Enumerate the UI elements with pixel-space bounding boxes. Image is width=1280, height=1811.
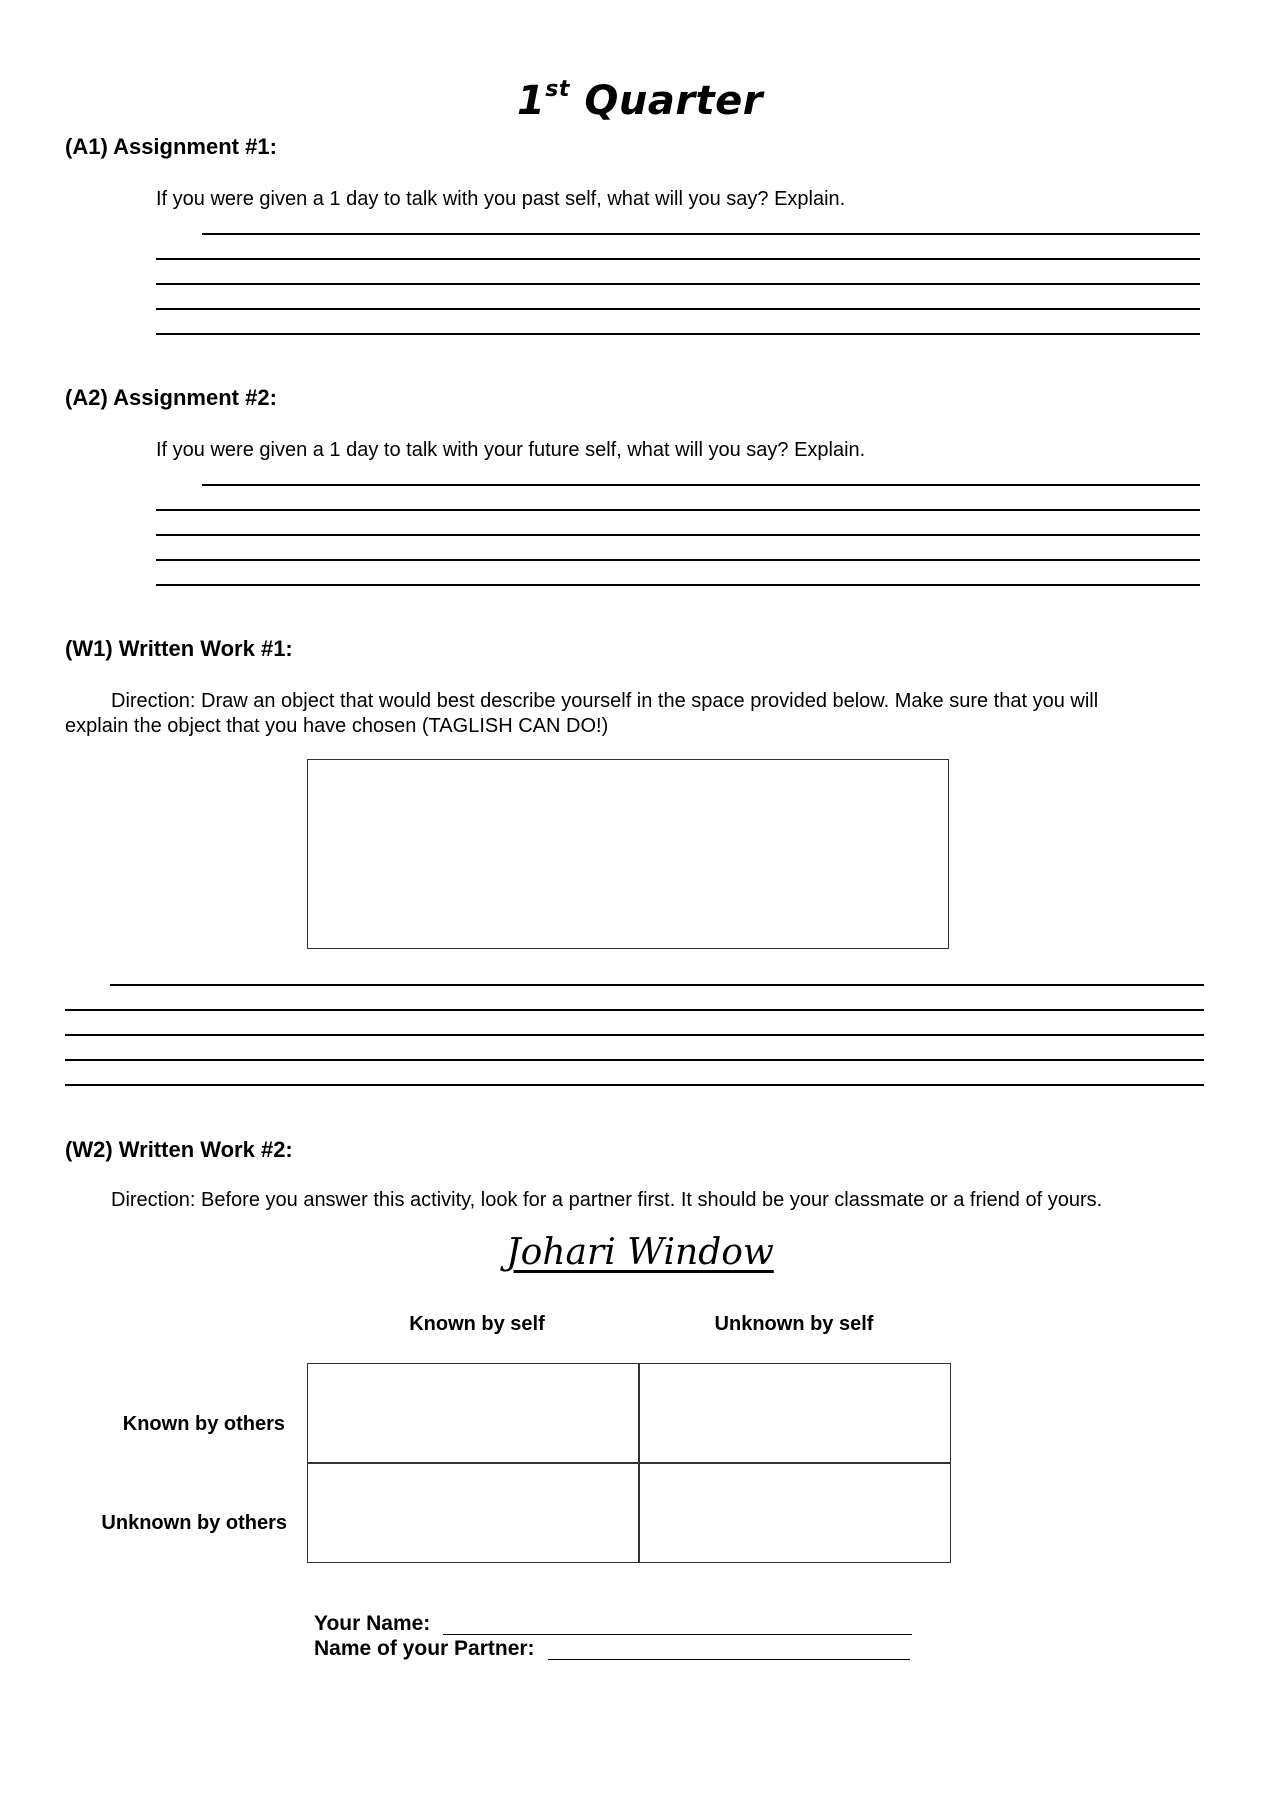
a2-answer-line-1[interactable] bbox=[202, 484, 1200, 486]
title-ordinal: 1 bbox=[516, 78, 546, 124]
a1-answer-line-2[interactable] bbox=[156, 258, 1200, 260]
a1-answer-line-3[interactable] bbox=[156, 283, 1200, 285]
a1-answer-line-1[interactable] bbox=[202, 233, 1200, 235]
partner-name-line[interactable] bbox=[548, 1659, 910, 1660]
a2-question: If you were given a 1 day to talk with your future self, what will you say? Explain. bbox=[156, 439, 866, 461]
row-known-by-others: Known by others bbox=[122, 1413, 285, 1435]
partner-name-label: Name of your Partner: bbox=[314, 1637, 535, 1660]
title-suffix: st bbox=[545, 76, 570, 102]
w2-heading: (W2) Written Work #2: bbox=[65, 1137, 293, 1162]
col-known-by-self: Known by self bbox=[409, 1313, 545, 1335]
w1-answer-line-3[interactable] bbox=[65, 1034, 1204, 1036]
a1-answer-line-4[interactable] bbox=[156, 308, 1200, 310]
page-title bbox=[0, 78, 1280, 124]
johari-cell-hidden[interactable] bbox=[307, 1462, 640, 1563]
a2-answer-line-2[interactable] bbox=[156, 509, 1200, 511]
w1-heading: (W1) Written Work #1: bbox=[65, 636, 293, 661]
w1-direction-line-2: explain the object that you have chosen (TAGLISH CAN DO!) bbox=[65, 715, 609, 737]
w1-answer-line-1[interactable] bbox=[110, 984, 1204, 986]
a2-answer-line-4[interactable] bbox=[156, 559, 1200, 561]
title-word: Quarter bbox=[584, 78, 764, 124]
w1-answer-line-5[interactable] bbox=[65, 1084, 1204, 1086]
row-unknown-by-others: Unknown by others bbox=[101, 1512, 287, 1534]
a2-heading: (A2) Assignment #2: bbox=[65, 385, 277, 410]
a1-heading: (A1) Assignment #1: bbox=[65, 134, 277, 159]
johari-window-title: Johari Window bbox=[506, 1232, 774, 1273]
your-name-line[interactable] bbox=[443, 1634, 912, 1635]
your-name-label: Your Name: bbox=[314, 1612, 431, 1635]
w1-answer-line-2[interactable] bbox=[65, 1009, 1204, 1011]
a2-answer-line-5[interactable] bbox=[156, 584, 1200, 586]
johari-cell-unknown[interactable] bbox=[638, 1462, 951, 1563]
col-unknown-by-self: Unknown by self bbox=[714, 1313, 874, 1335]
a1-question: If you were given a 1 day to talk with you past self, what will you say? Explain. bbox=[156, 188, 846, 210]
w1-direction-line-1: Direction: Draw an object that would best describe yourself in the space provided below. Make sure that you will bbox=[111, 690, 1099, 712]
johari-cell-blind[interactable] bbox=[638, 1363, 951, 1464]
johari-cell-open[interactable] bbox=[307, 1363, 640, 1464]
w1-answer-line-4[interactable] bbox=[65, 1059, 1204, 1061]
drawing-box[interactable] bbox=[307, 759, 949, 949]
w2-direction: Direction: Before you answer this activity, look for a partner first. It should be your classmate or a friend of yours. bbox=[111, 1189, 1103, 1211]
a1-answer-line-5[interactable] bbox=[156, 333, 1200, 335]
a2-answer-line-3[interactable] bbox=[156, 534, 1200, 536]
